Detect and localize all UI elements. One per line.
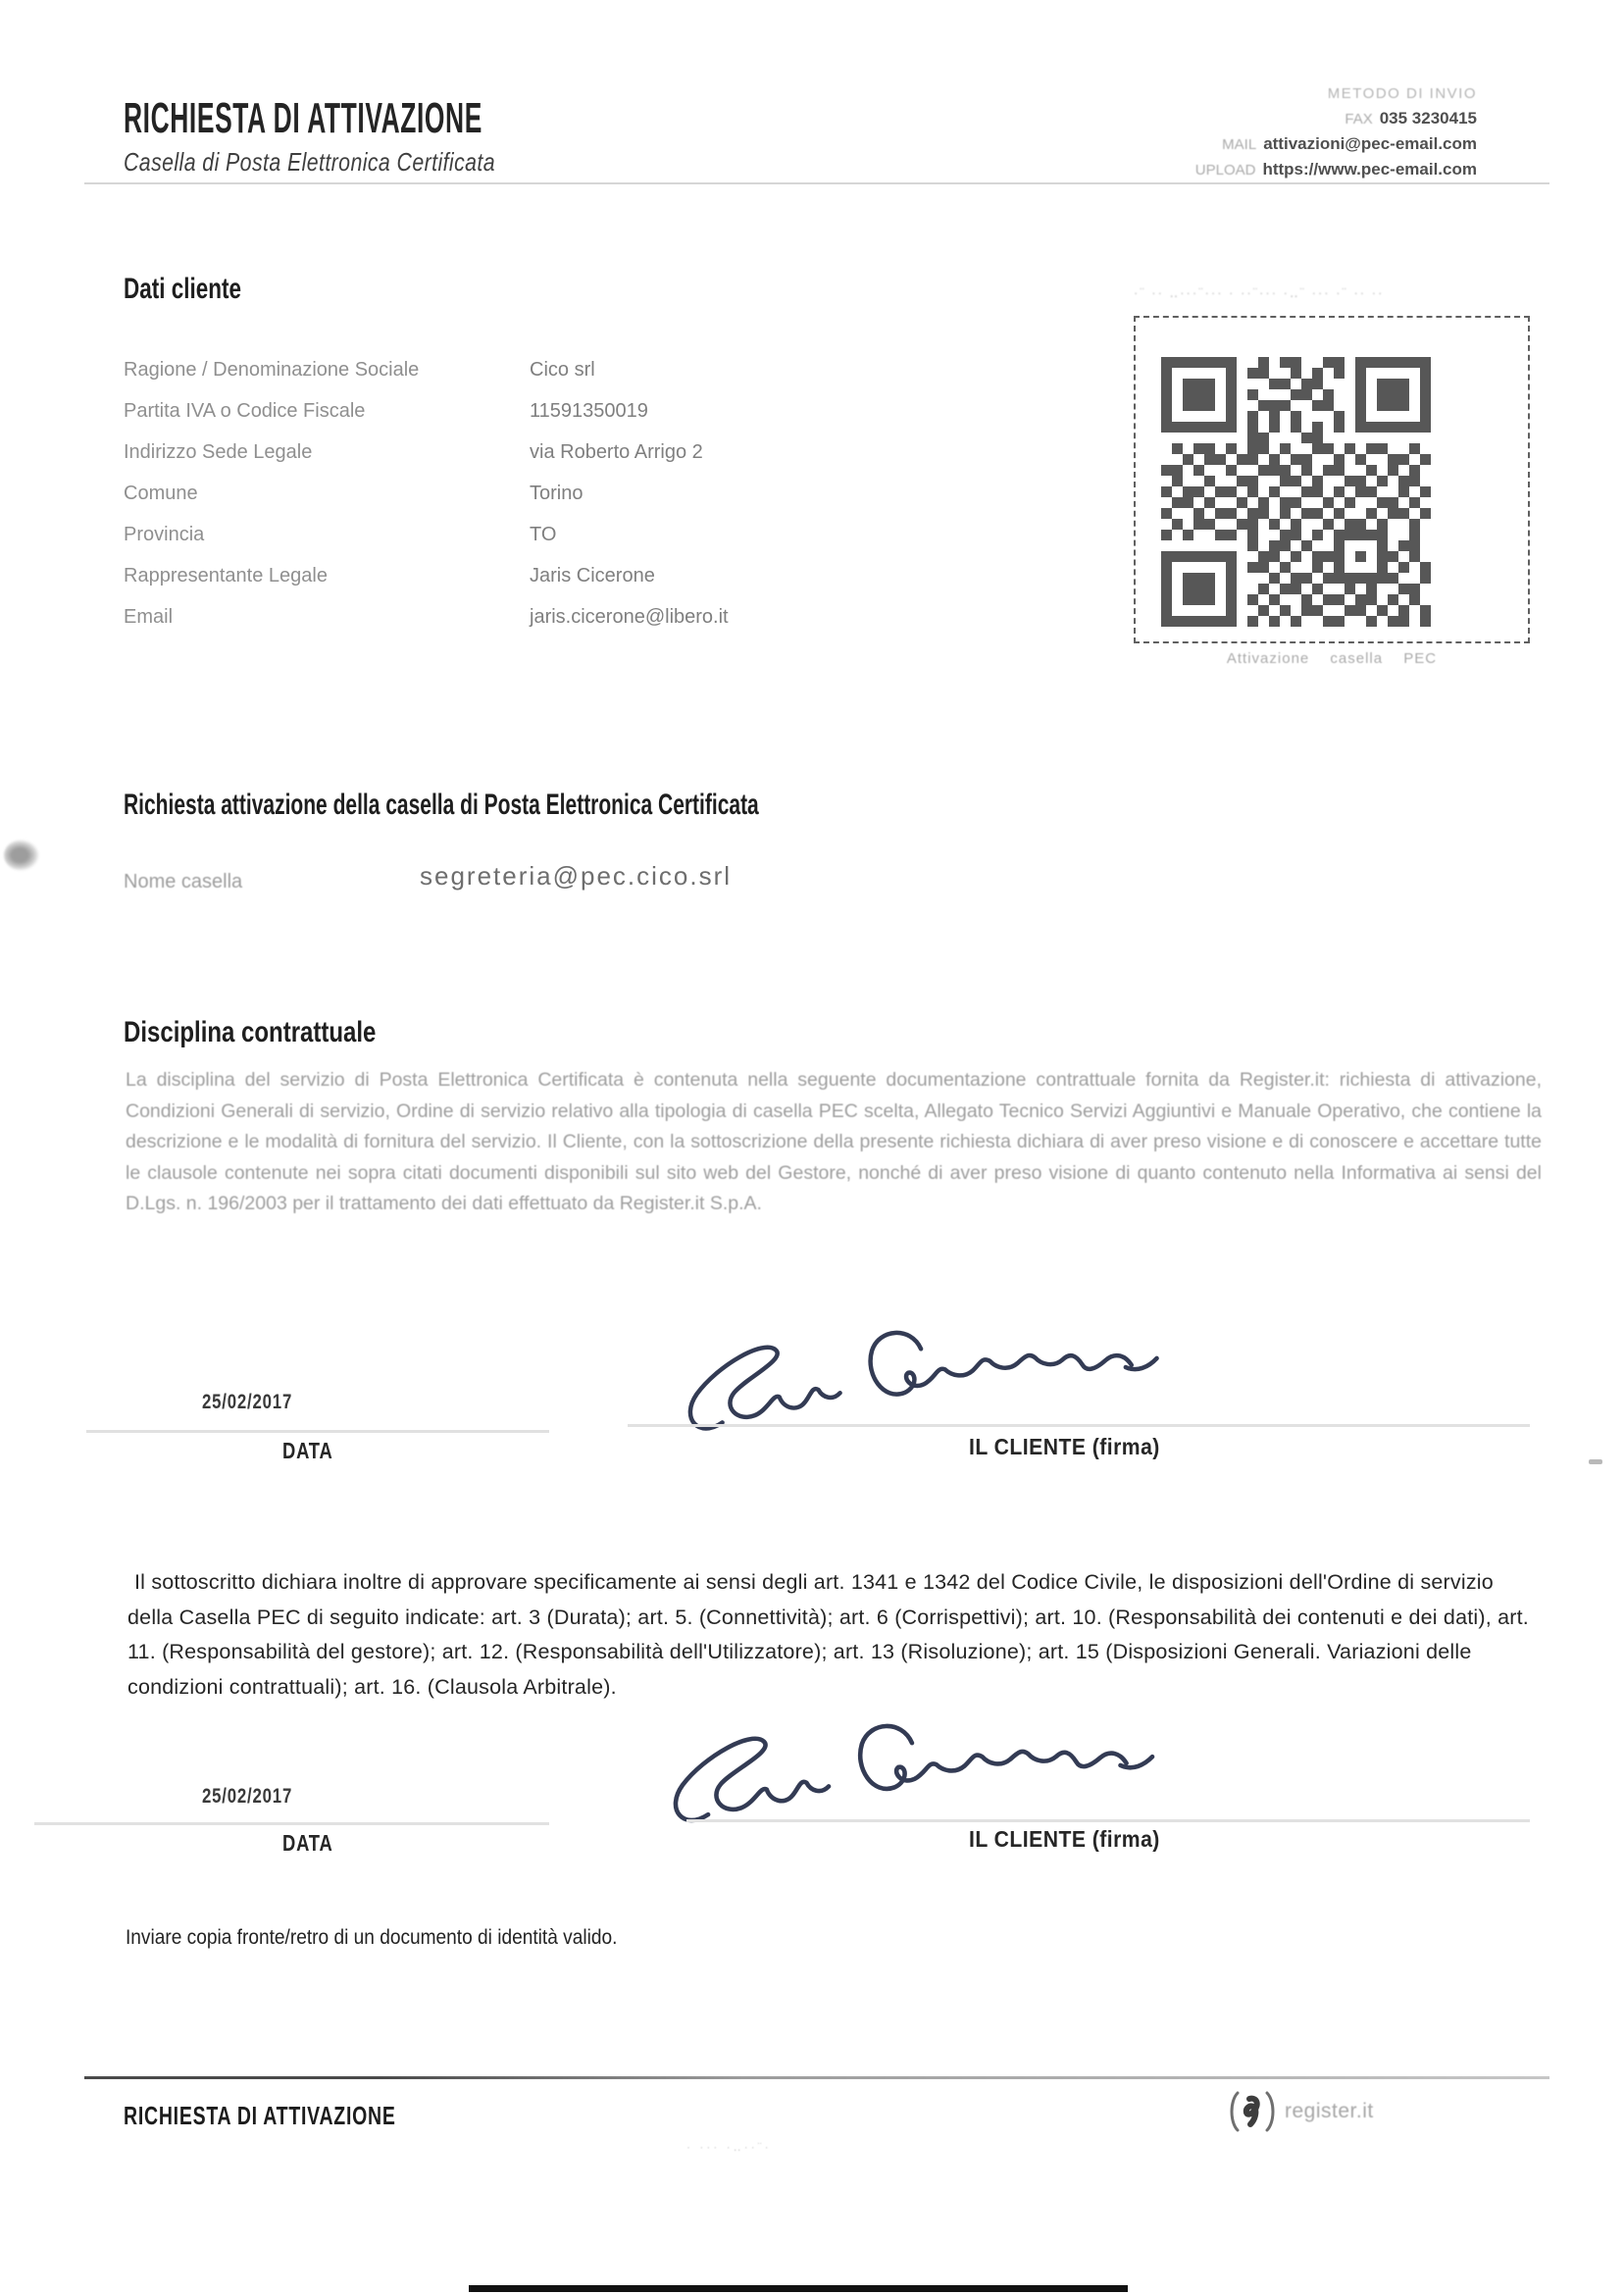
date-signature-line [86, 1430, 549, 1433]
qr-dashed-box [1134, 316, 1530, 643]
contact-row-fax [1195, 106, 1477, 131]
data-label: DATA [282, 1830, 333, 1856]
section-heading-attivazione: Richiesta attivazione della casella di Posta Elettronica Certificata [124, 789, 759, 821]
scan-smudge-artifact [4, 840, 39, 871]
table-row [124, 483, 1085, 524]
date-value: 25/02/2017 [202, 1785, 293, 1808]
field-label: Provincia [124, 524, 205, 545]
field-value: Torino [530, 483, 584, 504]
field-label: Ragione / Denominazione Sociale [124, 359, 420, 381]
qr-caption: Attivazione casella PEC [1226, 650, 1438, 667]
field-label: Indirizzo Sede Legale [124, 441, 313, 463]
table-row [124, 400, 1085, 441]
client-signature-label: IL CLIENTE (firma) [969, 1826, 1160, 1852]
field-value: TO [530, 524, 557, 545]
mail-label: MAIL [1222, 136, 1257, 153]
section-heading-disciplina: Disciplina contrattuale [124, 1016, 377, 1048]
client-data-table [124, 359, 1085, 647]
date-value: 25/02/2017 [202, 1391, 293, 1413]
fax-label: FAX [1345, 111, 1373, 127]
document-subtitle: Casella di Posta Elettronica Certificata [124, 147, 496, 177]
send-method-label: METODO DI INVIO [1327, 85, 1477, 102]
field-value: jaris.cicerone@libero.it [530, 606, 729, 628]
qr-faint-note: ·¨ ·· ‥···¨··· · ··¨··· ·‥¨ ··· ·¨ ·· ·· [1134, 285, 1385, 300]
fax-number: 035 3230415 [1379, 109, 1477, 127]
footer-divider [84, 2076, 1549, 2079]
table-row [124, 606, 1085, 647]
scan-edge-artifact [469, 2285, 1128, 2292]
field-label: Partita IVA o Codice Fiscale [124, 400, 366, 422]
field-label: Rappresentante Legale [124, 565, 328, 586]
scan-dash-artifact [1589, 1459, 1602, 1464]
contact-block [1195, 80, 1477, 182]
mail-address: attivazioni@pec-email.com [1263, 134, 1477, 153]
contact-row-upload [1195, 157, 1477, 182]
nome-casella-value: segreteria@pec.cico.srl [420, 861, 733, 891]
footer-faint-note: · ··· ·‥··¨· [686, 2140, 772, 2154]
registerit-logo-mark [1224, 2089, 1281, 2134]
section-heading-dati-cliente: Dati cliente [124, 273, 242, 305]
field-value: Jaris Cicerone [530, 565, 655, 586]
nome-casella-label: Nome casella [124, 871, 243, 892]
document-title: RICHIESTA DI ATTIVAZIONE [124, 94, 482, 142]
handwritten-signature [626, 1306, 1179, 1443]
field-value: via Roberto Arrigo 2 [530, 441, 703, 463]
field-value: Cico srl [530, 359, 595, 381]
registerit-logo [1224, 2089, 1374, 2134]
client-signature-line [628, 1424, 1530, 1427]
upload-url: https://www.pec-email.com [1262, 160, 1477, 178]
date-signature-line [34, 1822, 549, 1825]
field-value: 11591350019 [530, 400, 648, 422]
table-row [124, 359, 1085, 400]
client-signature-line [686, 1819, 1530, 1822]
approvazione-paragraph: Il sottoscritto dichiara inoltre di approvare specificamente ai sensi degli art. 1341 e 1342 del Codice Civile, le disposizioni dell'Ordine di servizio della Casella PEC di seguito indicate: art. 3 (Durata); art. 5. (Connettività); art. 6 (Corrispettivi); art. 10. (Responsabilità dei contenuti e dei dati), art. 11. (Responsabilità del gestore); art. 12. (Responsabilità dell'Utilizzatore); art. 13 (Risoluzione); art. 15 (Disposizioni Generali. Variazioni delle condizioni contrattuali); art. 16. (Clausola Arbitrale). [127, 1570, 1529, 1699]
qr-code [1161, 357, 1431, 627]
field-label: Comune [124, 483, 198, 504]
table-row [124, 441, 1085, 483]
handwritten-signature [611, 1705, 1173, 1834]
table-row [124, 524, 1085, 565]
upload-label: UPLOAD [1194, 162, 1256, 178]
client-signature-label: IL CLIENTE (firma) [969, 1434, 1160, 1459]
registerit-logo-text: register.it [1285, 2100, 1374, 2122]
contact-row-mail [1195, 131, 1477, 157]
data-label: DATA [282, 1438, 333, 1463]
documento-identita-note: Inviare copia fronte/retro di un documento di identità valido. [126, 1926, 618, 1949]
header-divider [84, 182, 1549, 184]
table-row [124, 565, 1085, 606]
disciplina-paragraph: La disciplina del servizio di Posta Elettronica Certificata è contenuta nella seguente documentazione contrattuale fornita da Register.it: richiesta di attivazione, Condizioni Generali di servizio, Ordine di servizio relativo alla tipologia di casella PEC scelta, Allegato Tecnico Servizi Aggiuntivi e Manuale Operativo, che contiene la descrizione e le modalità di fornitura del servizio. Il Cliente, con la sottoscrizione della presente richiesta dichiara di aver preso visione e di conoscere e accettare tutte le clausole contenute nei sopra citati documenti disponibili sul sito web del Gestore, nonché di aver preso visione di quanto contenuto nella Informativa ai sensi del D.Lgs. n. 196/2003 per il trattamento dei dati effettuato da Register.it S.p.A. [126, 1069, 1542, 1214]
field-label: Email [124, 606, 174, 628]
footer-title: RICHIESTA DI ATTIVAZIONE [124, 2101, 396, 2130]
